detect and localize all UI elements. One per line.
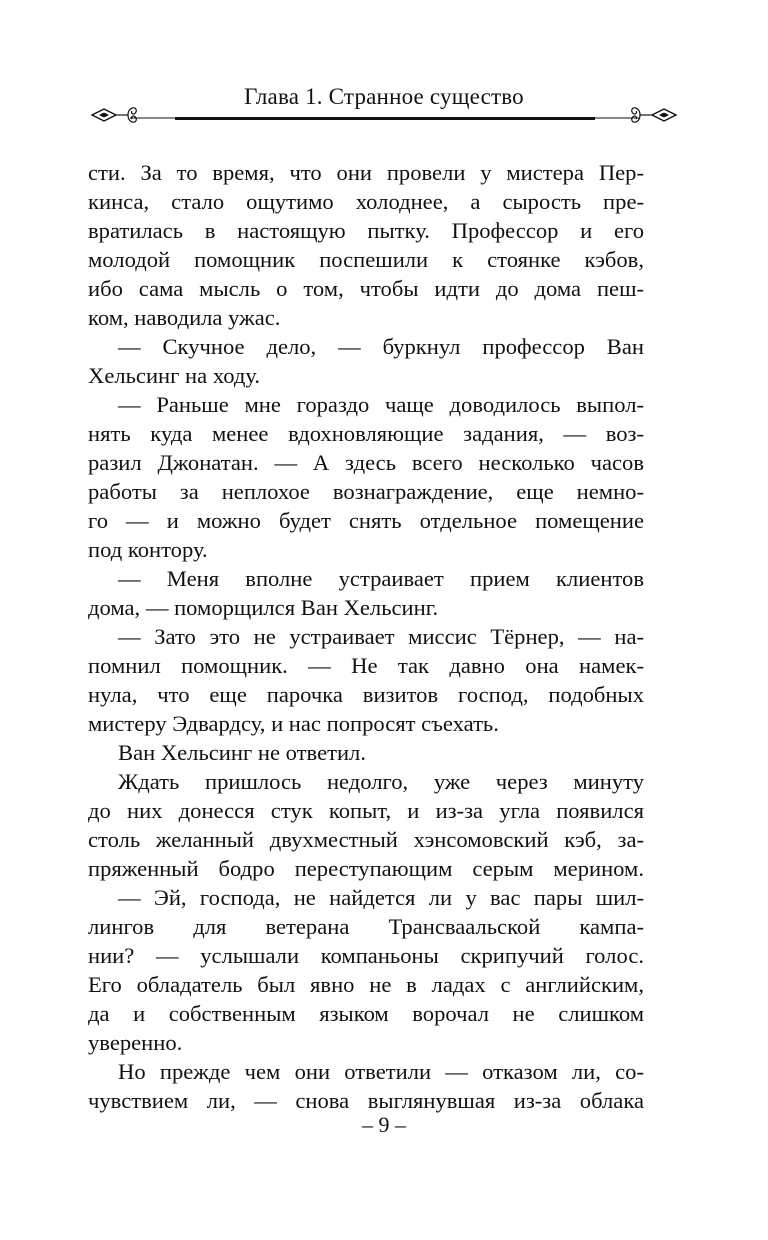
text-line: под контору.: [88, 537, 208, 562]
text-line: да и собственным языком ворочал не слишком: [88, 1001, 644, 1026]
text-line: Ван Хельсинг не ответил.: [118, 740, 366, 765]
text-line: нять куда менее вдохновляющие задания, — воз-: [88, 421, 644, 446]
text-line: работы за неплохое вознаграждение, еще немно-: [88, 479, 644, 504]
text-line: — Скучное дело, — буркнул профессор Ван: [118, 334, 644, 359]
text-line: — Эй, господа, не найдется ли у вас пары шил-: [118, 885, 644, 910]
text-line: ибо сама мысль о том, чтобы идти до дома пеш-: [88, 276, 644, 301]
text-line: Но прежде чем они ответили — отказом ли, со-: [118, 1059, 644, 1084]
text-line: столь желанный двухместный хэнсомовский кэб, за-: [88, 827, 644, 852]
text-line: нии? — услышали компаньоны скрипучий голос.: [88, 943, 644, 968]
text-line: ком, наводила ужас.: [88, 305, 281, 330]
text-line: — Меня вполне устраивает прием клиентов: [118, 566, 644, 591]
text-line: — Зато это не устраивает миссис Тёрнер, — на-: [118, 624, 644, 649]
text-line: пряженный бодро переступающим серым мерином.: [88, 856, 644, 881]
text-line: нула, что еще парочка визитов господ, подобных: [88, 682, 644, 707]
text-line: Хельсинг на ходу.: [88, 363, 261, 388]
text-line: помнил помощник. — Не так давно она намек-: [88, 653, 644, 678]
text-line: чувствием ли, — снова выглянувшая из-за облака: [88, 1088, 644, 1113]
text-line: сти. За то время, что они провели у мистера Пер-: [88, 160, 644, 185]
text-line: до них донесся стук копыт, и из-за угла появился: [88, 798, 644, 823]
page-number: – 9 –: [362, 1112, 406, 1137]
text-line: кинса, стало ощутимо холоднее, а сырость пре-: [88, 189, 644, 214]
body-text: [88, 158, 644, 1115]
text-line: разил Джонатан. — А здесь всего несколько часов: [88, 450, 644, 475]
text-line: уверенно.: [88, 1030, 183, 1055]
text-line: дома, — поморщился Ван Хельсинг.: [88, 595, 439, 620]
running-header: [0, 78, 768, 138]
text-line: Ждать пришлось недолго, уже через минуту: [118, 769, 644, 794]
chapter-title: Глава 1. Странное существо: [244, 84, 524, 109]
text-line: вратилась в настоящую пытку. Профессор и его: [88, 218, 644, 243]
text-line: молодой помощник поспешили к стоянке кэбов,: [88, 247, 644, 272]
text-line: Его обладатель был явно не в ладах с английским,: [88, 972, 644, 997]
text-line: мистеру Эдвардсу, и нас попросят съехать.: [88, 711, 499, 736]
text-line: лингов для ветерана Трансваальской кампа-: [88, 914, 644, 939]
text-line: го — и можно будет снять отдельное помещение: [88, 508, 644, 533]
text-line: — Раньше мне гораздо чаще доводилось выпол-: [118, 392, 644, 417]
